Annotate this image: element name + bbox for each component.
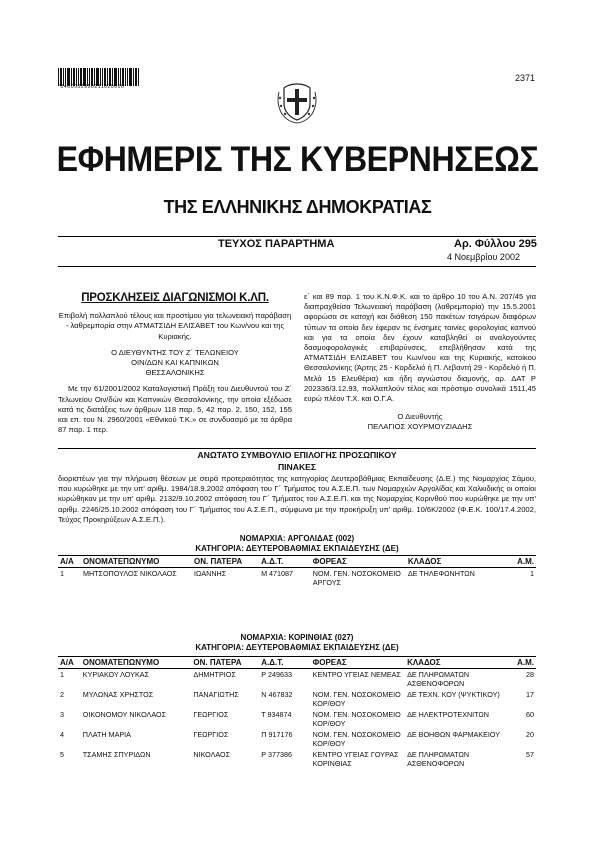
signature-title: Ο Διευθυντής bbox=[397, 412, 443, 422]
cell-father: ΔΗΜΗΤΡΙΟΣ bbox=[193, 670, 236, 679]
column-divider bbox=[58, 448, 536, 449]
cell-aa: 3 bbox=[60, 710, 64, 719]
cell-aa: 1 bbox=[60, 670, 64, 679]
col-adt: Α.Δ.Τ. bbox=[259, 657, 310, 669]
col-name: ΟΝΟΜΑΤΕΠΩΝΥΜΟ bbox=[81, 556, 192, 568]
cell-adt: Ν 467832 bbox=[261, 690, 293, 699]
cell-am: 1 bbox=[530, 569, 534, 578]
asep-title: ΑΝΩΤΑΤΟ ΣΥΜΒΟΥΛΙΟ ΕΠΙΛΟΓΗΣ ΠΡΟΣΩΠΙΚΟΥ bbox=[197, 450, 397, 460]
cell-name: ΟΙΚΟΝΟΜΟΥ ΝΙΚΟΛΑΟΣ bbox=[82, 710, 167, 719]
cell-am: 60 bbox=[526, 710, 534, 719]
table-row bbox=[58, 669, 536, 690]
cell-name: ΚΥΡΙΑΚΟΥ ΛΟΥΚΑΣ bbox=[82, 670, 149, 679]
notice-body-left: Με την 61/2001/2002 Καταλογιστική Πράξη του Διευθυντού του Ζ΄ Τελωνείου Οιν/δών και Καπνικών Θεσσαλονίκης, την οποία εξέδωσε κατά τις διατάξεις των άρθρων 118 παρ. 5, 42 παρ. 2, 150, 152, 155 και επ. του Ν. 2960/2001 «Εθνικού Τ.Κ.» σε συνδυασμό με τα άρθρα 87 παρ. 1 περ. bbox=[58, 384, 292, 435]
cell-father: ΠΑΝΑΓΙΩΤΗΣ bbox=[193, 690, 239, 699]
cell-klados: ΔΕ ΤΗΛΕΦΩΝΗΤΩΝ bbox=[407, 569, 475, 578]
cell-am: 20 bbox=[526, 730, 534, 739]
category-2: ΚΑΤΗΓΟΡΙΑ: ΔΕΥΤΕΡΟΒΑΘΜΙΑΣ ΕΚΠΑΙΔΕΥΣΗΣ (ΔΕ) bbox=[195, 643, 399, 652]
cell-aa: 2 bbox=[60, 690, 64, 699]
right-column bbox=[304, 292, 536, 433]
cell-klados: ΔΕ ΠΛΗΡΩΜΑΤΩΝ ΑΣΘΕΝΟΦΟΡΩΝ bbox=[407, 750, 470, 768]
cell-klados: ΔΕ ΗΛΕΚΤΡΟΤΕΧΝΙΤΩΝ bbox=[407, 710, 489, 719]
asep-paragraph: διοριστέων για την πλήρωση θέσεων με σειρά προτεραιότητας της κατηγορίας Δευτεροβάθμιας Εκπαίδευσης (Δ.Ε.) της Νομαρχίας Σάμου, που κυρώθηκε με την υπ' αριθμ. 1984/18.9.2002 απόφαση του Γ΄ Τμήματος του Α.Σ.Ε.Π. των Νομαρχιών Αργολίδας και Χαλκιδικής οι οποίοι κυρώθηκαν με την υπ' αριθμ. 2132/9.10.2002 απόφαση του Γ΄ Τμήματος του Α.Σ.Ε.Π. και της Νομαρχίας Κορινθού που κυρώθηκε με την υπ' αριθμ. 2246/25.10.2002 απόφαση του Γ΄ Τμήματος του Α.Σ.Ε.Π., σύμφωνα με την προκήρυξη υπ' αριθμ. 10/6Κ/2002 (Φ.Ε.Κ. 100/17.4.2002, Τεύχος Προκηρύξεων Α.Σ.Ε.Π.). bbox=[58, 474, 536, 524]
cell-adt: Μ 471087 bbox=[261, 569, 294, 578]
cell-adt: Ρ 249633 bbox=[261, 670, 292, 679]
table-row bbox=[58, 568, 536, 589]
cell-am: 17 bbox=[526, 690, 534, 699]
gazette-subtitle: ΤΗΣ ΕΛΛΗΝΙΚΗΣ ΔΗΜΟΚΡΑΤΙΑΣ bbox=[163, 197, 432, 217]
director-line-3: ΘΕΣΣΑΛΟΝΙΚΗΣ bbox=[145, 368, 205, 378]
sheet-number: Αρ. Φύλλου 295 bbox=[454, 238, 537, 250]
signature-name: ΠΕΛΑΓΙΟΣ ΧΟΥΡΜΟΥΖΙΑΔΗΣ bbox=[367, 422, 473, 432]
barcode-number: *0400002950211020000* bbox=[58, 84, 127, 90]
col-klados: ΚΛΑΔΟΣ bbox=[406, 556, 515, 568]
appointees-table-1 bbox=[58, 555, 536, 588]
col-father: ΟΝ. ΠΑΤΕΡΑ bbox=[192, 556, 259, 568]
cell-father: ΝΙΚΟΛΑΟΣ bbox=[193, 750, 231, 759]
section-heading: ΠΡΟΣΚΛΗΣΕΙΣ ΔΙΑΓΩΝΙΣΜΟΙ Κ.ΛΠ. bbox=[81, 292, 269, 304]
cell-foreas: ΝΟΜ. ΓΕΝ. ΝΟΣΟΚΟΜΕΙΟ ΚΟΡ/ΘΟΥ bbox=[312, 730, 401, 748]
cell-name: ΤΣΑΜΗΣ ΣΠΥΡΙΔΩΝ bbox=[82, 750, 151, 759]
cell-aa: 5 bbox=[60, 750, 64, 759]
col-am: Α.Μ. bbox=[517, 557, 534, 566]
cell-am: 28 bbox=[526, 670, 534, 679]
table-header-row bbox=[58, 657, 536, 669]
notice-body-right: ε΄ και 89 παρ. 1 του Κ.Ν.Φ.Κ. και το άρθρο 10 του Α.Ν. 207/45 για διαπραχθείσα Τελωνειακή παράβαση (λαθρεμπορία) την 15.5.2001 αφορώσα σε κατοχή και διάθεση 150 πακέτων τσιγάρων διαφόρων τύπων τα οποία δεν έφεραν τις ένσημες ταινίες φορολογίας καπνού και για τα οποία δεν έχουν καταβληθεί οι αναλογούντες δασμοφορολογικές επιβαρύνσεις, επεβλήθησαν κατά της ΑΤΜΑΤΣΙΔΗ ΕΛΙΣΑΒΕΤ του Κων/νου και της Κυριακής, κατοίκου Θεσσαλονίκης (Άρτης 25 - Κορδελιό ή Π. Λεβαντή 29 - Κορδελιό ή Π. Μελά 15 Ελευθέρια) και ήδη αγνώστου διαμονής, αρ. ΔΑΤ Ρ 202336/3.12.93, πολλαπλούν τέλος και πρόστιμο συνολικά 1511,45 ευρώ πλέον Τ.Χ. και Ο.Γ.Α. bbox=[304, 292, 536, 404]
cell-aa: 4 bbox=[60, 730, 64, 739]
col-foreas: ΦΟΡΕΑΣ bbox=[311, 657, 405, 669]
nomarxia-2: ΝΟΜΑΡΧΙΑ: ΚΟΡΙΝΘΙΑΣ (027) bbox=[240, 633, 354, 642]
greek-coat-of-arms-icon bbox=[276, 78, 318, 124]
asep-subtitle: ΠΙΝΑΚΕΣ bbox=[277, 462, 317, 472]
col-adt: Α.Δ.Τ. bbox=[259, 556, 311, 568]
table-row bbox=[58, 729, 536, 749]
table-row bbox=[58, 749, 536, 769]
category-1: ΚΑΤΗΓΟΡΙΑ: ΔΕΥΤΕΡΟΒΑΘΜΙΑΣ ΕΚΠΑΙΔΕΥΣΗΣ (ΔΕ) bbox=[195, 544, 399, 553]
cell-foreas: ΝΟΜ. ΓΕΝ. ΝΟΣΟΚΟΜΕΙΟ ΚΟΡ/ΘΟΥ bbox=[312, 690, 401, 708]
notice-intro: Επιβολή πολλαπλού τέλους και προστίμου για τελωνειακή παράβαση - λαθρεμπορία στην ΑΤΜΑΤΣΙΔΗ ΕΛΙΣΑΒΕΤ του Κων/νου και της Κυριακής. bbox=[58, 311, 292, 341]
cell-name: ΜΥΛΩΝΑΣ ΧΡΗΣΤΟΣ bbox=[82, 690, 154, 699]
col-father: ΟΝ. ΠΑΤΕΡΑ bbox=[191, 657, 259, 669]
col-am: Α.Μ. bbox=[517, 658, 534, 667]
cell-adt: Ρ 377386 bbox=[261, 750, 292, 759]
cell-foreas: ΚΕΝΤΡΟ ΥΓΕΙΑΣ ΓΟΥΡΑΣ ΚΟΡΙΝΘΙΑΣ bbox=[312, 750, 399, 768]
nomarxia-1: ΝΟΜΑΡΧΙΑ: ΑΡΓΟΛΙΔΑΣ (002) bbox=[239, 534, 355, 543]
director-line-2: ΟΙΝ/ΔΩΝ ΚΑΙ ΚΑΠΝΙΚΩΝ bbox=[131, 358, 219, 368]
cell-aa: 1 bbox=[60, 569, 64, 578]
top-divider bbox=[58, 236, 536, 237]
table-header-row bbox=[58, 556, 536, 568]
barcode bbox=[58, 62, 150, 86]
cell-father: ΓΕΩΡΓΙΟΣ bbox=[193, 730, 229, 739]
left-column bbox=[58, 293, 292, 435]
issue-date: 4 Νοεμβρίου 2002 bbox=[447, 252, 520, 262]
cell-father: ΙΩΑΝΝΗΣ bbox=[194, 569, 227, 578]
cell-father: ΓΕΩΡΓΙΟΣ bbox=[193, 710, 229, 719]
table-row bbox=[58, 689, 536, 709]
col-klados: ΚΛΑΔΟΣ bbox=[405, 657, 515, 669]
cell-foreas: ΚΕΝΤΡΟ ΥΓΕΙΑΣ ΝΕΜΕΑΣ bbox=[312, 670, 401, 679]
cell-klados: ΔΕ ΠΛΗΡΩΜΑΤΩΝ ΑΣΘΕΝΟΦΟΡΩΝ bbox=[407, 670, 470, 688]
cell-am: 57 bbox=[526, 750, 534, 759]
director-line-1: Ο ΔΙΕΥΘΥΝΤΗΣ ΤΟΥ Ζ΄ ΤΕΛΩΝΕΙΟΥ bbox=[111, 347, 239, 357]
page-number: 2371 bbox=[514, 73, 535, 83]
appointees-table-2 bbox=[58, 656, 536, 769]
col-aa: Α/Α bbox=[58, 657, 81, 669]
col-aa: Α/Α bbox=[58, 556, 81, 568]
col-name: ΟΝΟΜΑΤΕΠΩΝΥΜΟ bbox=[81, 657, 192, 669]
gazette-title: ΕΦΗΜΕΡΙΣ ΤΗΣ ΚΥΒΕΡΝΗΣΕΩΣ bbox=[56, 140, 539, 179]
cell-klados: ΔΕ ΒΟΗΘΩΝ ΦΑΡΜΑΚΕΙΟΥ bbox=[407, 730, 501, 739]
cell-adt: Π 917176 bbox=[261, 730, 293, 739]
col-foreas: ΦΟΡΕΑΣ bbox=[311, 556, 406, 568]
cell-foreas: ΝΟΜ. ΓΕΝ. ΝΟΣΟΚΟΜΕΙΟ ΑΡΓΟΥΣ bbox=[312, 569, 401, 587]
issue-label: ΤΕΥΧΟΣ ΠΑΡΑΡΤΗΜΑ bbox=[218, 238, 335, 250]
cell-klados: ΔΕ ΤΕΧΝ. ΚΟΥ (ΨΥΚΤΙΚΟΥ) bbox=[407, 690, 500, 699]
cell-adt: Τ 934874 bbox=[261, 710, 292, 719]
table-row bbox=[58, 709, 536, 729]
cell-name: ΠΛΑΤΗ ΜΑΡΙΑ bbox=[82, 730, 131, 739]
cell-foreas: ΝΟΜ. ΓΕΝ. ΝΟΣΟΚΟΜΕΙΟ ΚΟΡ/ΘΟΥ bbox=[312, 710, 401, 728]
header-divider bbox=[58, 266, 536, 267]
cell-name: ΜΗΤΣΟΠΟΥΛΟΣ ΝΙΚΟΛΑΟΣ bbox=[82, 569, 177, 578]
